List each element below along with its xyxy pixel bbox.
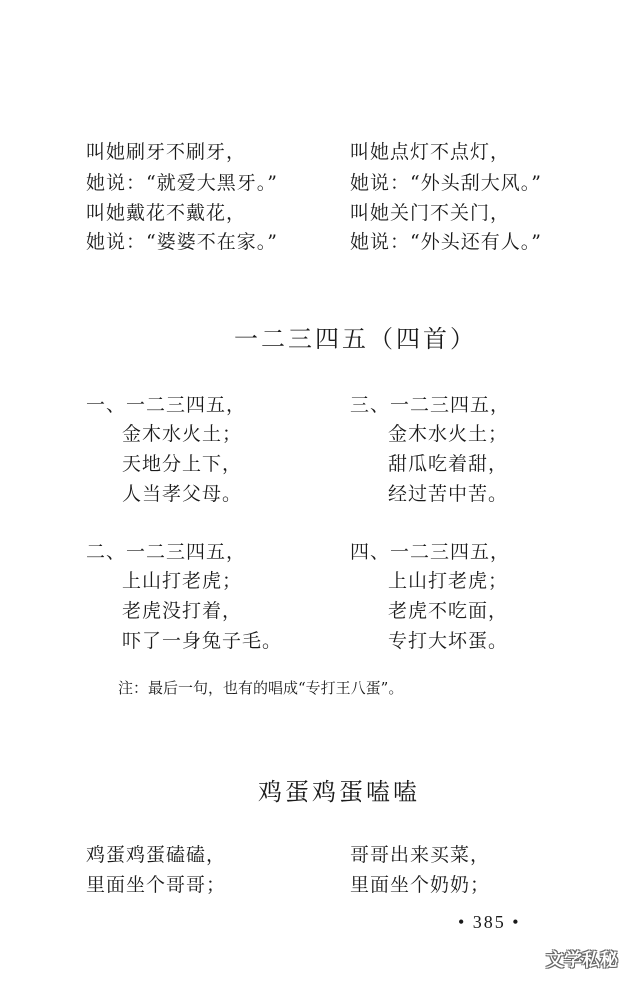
- page-number: • 385 •: [458, 912, 521, 932]
- verse-line: 里面坐个哥哥；: [86, 874, 227, 896]
- verse-line: 她说：“外头还有人。”: [350, 231, 542, 253]
- verse-line: 金木水火土；: [388, 423, 509, 445]
- verse-line: 人当孝父母。: [122, 483, 243, 505]
- verse-line: 四、一二三四五，: [350, 541, 511, 563]
- verse-line: 经过苦中苦。: [388, 483, 509, 505]
- verse-line: 甜瓜吃着甜，: [388, 453, 509, 475]
- poem-title: 一二三四五（四首）: [234, 325, 477, 353]
- verse-line: 叫她刷牙不刷牙，: [86, 141, 247, 163]
- verse-line: 专打大坏蛋。: [388, 630, 509, 652]
- verse-line: 金木水火土；: [122, 423, 243, 445]
- verse-line: 吓了一身兔子毛。: [122, 630, 283, 652]
- verse-line: 天地分上下，: [122, 453, 243, 475]
- verse-line: 鸡蛋鸡蛋磕磕，: [86, 844, 227, 866]
- verse-line: 一、一二三四五，: [86, 394, 247, 416]
- poem-title: 鸡蛋鸡蛋嗑嗑: [258, 778, 420, 806]
- verse-line: 上山打老虎；: [388, 570, 509, 592]
- verse-line: 叫她戴花不戴花，: [86, 202, 247, 224]
- verse-line: 哥哥出来买菜，: [350, 844, 491, 866]
- verse-line: 她说：“外头刮大风。”: [350, 172, 542, 194]
- verse-line: 里面坐个奶奶；: [350, 874, 491, 896]
- verse-line: 老虎没打着，: [122, 600, 243, 622]
- verse-line: 她说：“就爱大黑牙。”: [86, 172, 278, 194]
- verse-line: 叫她点灯不点灯，: [350, 141, 511, 163]
- verse-line: 三、一二三四五，: [350, 394, 511, 416]
- verse-line: 叫她关门不关门，: [350, 202, 511, 224]
- watermark: 文学私秘: [546, 950, 618, 971]
- verse-line: 二、一二三四五，: [86, 541, 247, 563]
- verse-line: 老虎不吃面，: [388, 600, 509, 622]
- verse-line: 上山打老虎；: [122, 570, 243, 592]
- footnote: 注：最后一句，也有的唱成“专打王八蛋”。: [118, 679, 404, 697]
- verse-line: 她说：“婆婆不在家。”: [86, 231, 278, 253]
